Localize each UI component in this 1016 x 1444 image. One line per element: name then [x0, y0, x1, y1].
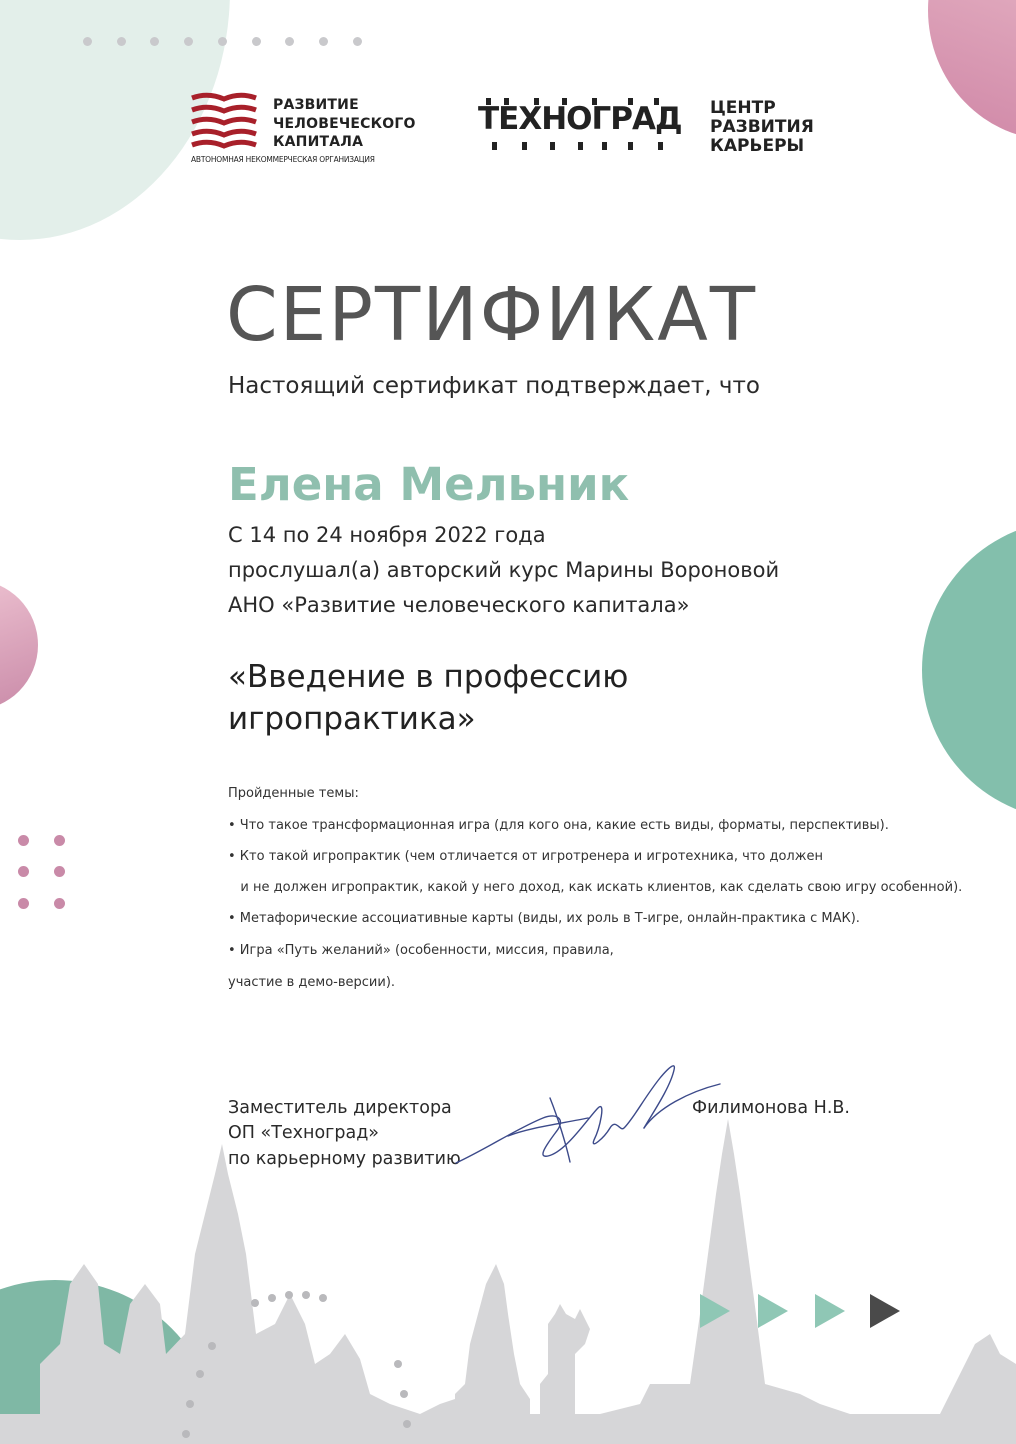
signatory-name: Филимонова Н.В.	[692, 1098, 850, 1118]
tg-line1: ЦЕНТР	[710, 98, 776, 118]
handwritten-signature	[448, 1058, 728, 1178]
topic-line: • Что такое трансформационная игра (для кого она, какие есть виды, форматы, перспективы).	[228, 818, 889, 833]
rck-line1: РАЗВИТИЕ	[273, 97, 359, 113]
right-mint-circle	[922, 520, 1016, 820]
rck-line2: ЧЕЛОВЕЧЕСКОГО	[273, 115, 416, 132]
completion-text: прослушал(а) авторский курс Марины Вороновой	[228, 558, 780, 582]
signatory-role-line2: ОП «Техноград»	[228, 1123, 379, 1143]
tg-line2: РАЗВИТИЯ	[710, 117, 814, 137]
certificate-title: СЕРТИФИКАТ	[226, 272, 758, 358]
rck-subtitle: АВТОНОМНАЯ НЕКОММЕРЧЕСКАЯ ОРГАНИЗАЦИЯ	[191, 154, 375, 164]
recipient-name: Елена Мельник	[228, 458, 630, 511]
topic-line: и не должен игропрактик, какой у него доход, как искать клиентов, как сделать свою игру особенной).	[228, 880, 963, 895]
technograd-wordmark: ТЕХНОГРАД	[478, 101, 682, 137]
course-title	[228, 656, 628, 740]
signatory-role-line3: по карьерному развитию	[228, 1149, 461, 1169]
topic-line: • Кто такой игропрактик (чем отличается от игротренера и игротехника, что должен	[228, 849, 823, 864]
rck-line3: КАПИТАЛА	[273, 134, 364, 150]
topic-line: • Метафорические ассоциативные карты (виды, их роль в Т-игре, онлайн-практика с МАК).	[228, 911, 860, 926]
rck-logo	[190, 92, 430, 172]
left-pink-half-circle	[0, 580, 38, 710]
top-right-pink-circle	[928, 0, 1016, 140]
course-title-line1: «Введение в профессию	[228, 659, 629, 695]
book-stripes-icon	[190, 92, 260, 150]
organization-text: АНО «Развитие человеческого капитала»	[228, 593, 690, 617]
tg-line3: КАРЬЕРЫ	[710, 136, 805, 156]
topics-heading: Пройденные темы:	[228, 786, 359, 801]
course-dates: С 14 по 24 ноября 2022 года	[228, 523, 546, 547]
topic-line: • Игра «Путь желаний» (особенности, миссия, правила,	[228, 943, 614, 958]
course-title-line2: игропрактика»	[228, 701, 476, 737]
signatory-role-line1: Заместитель директора	[228, 1098, 452, 1118]
topic-line: участие в демо-версии).	[228, 975, 396, 990]
technograd-logo	[478, 98, 818, 158]
certificate-subtitle: Настоящий сертификат подтверждает, что	[228, 373, 760, 399]
